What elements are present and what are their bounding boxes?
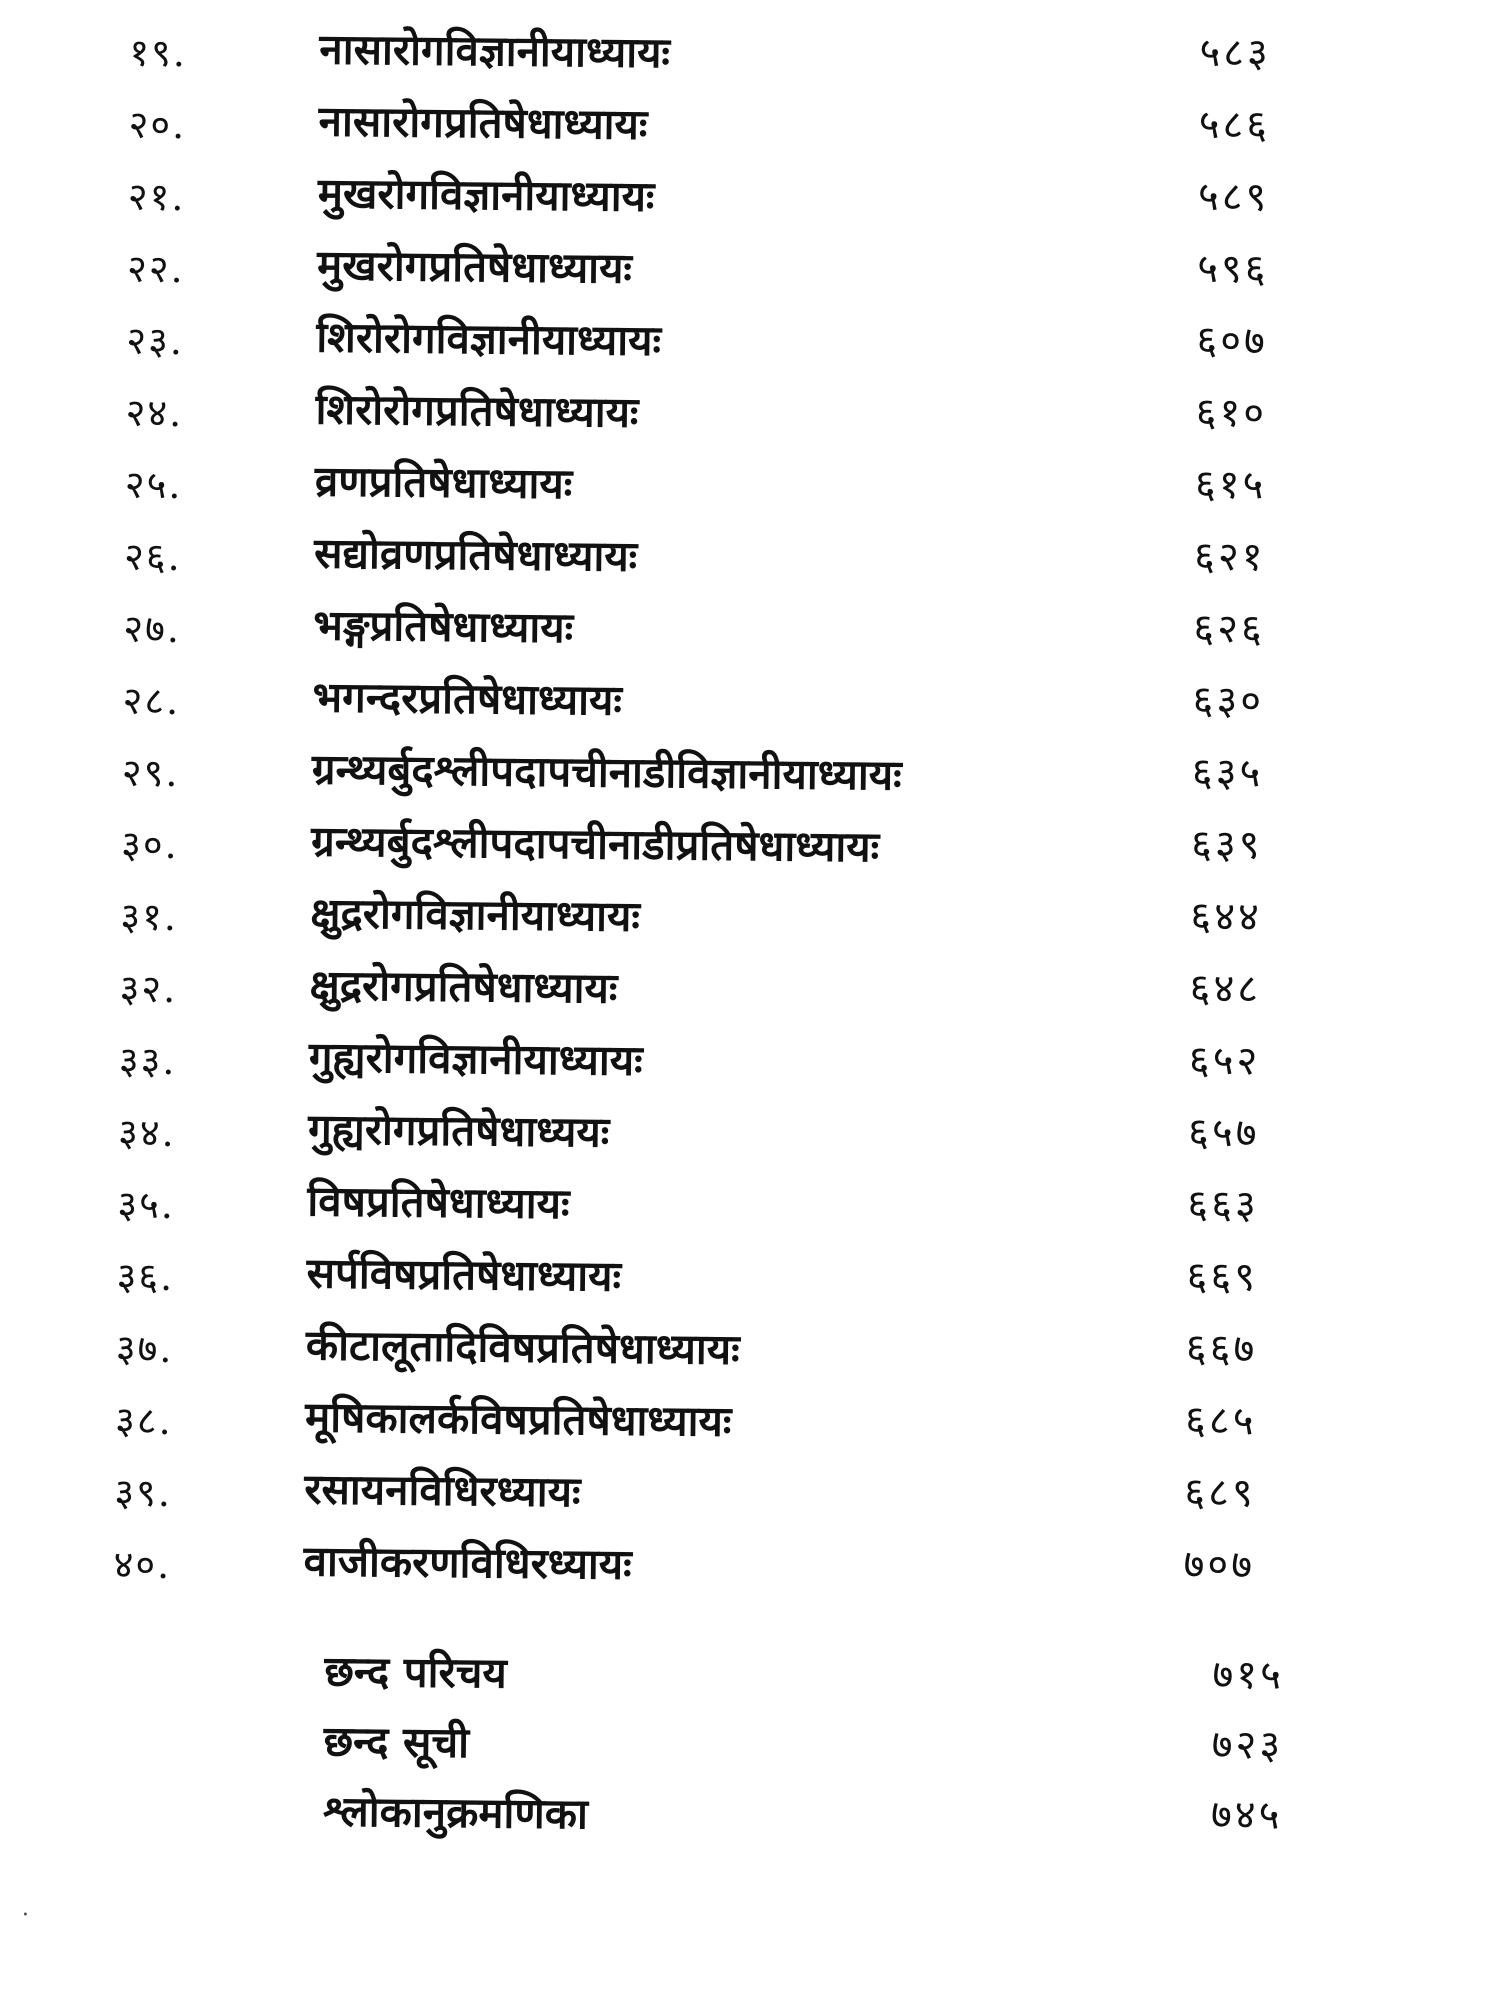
chapter-number: ३२. [119,966,178,1012]
appendix-title: श्लोकानुक्रमणिका [322,1786,589,1839]
chapter-title: विषप्रतिषेधाध्यायः [307,1176,570,1229]
chapter-number: २२. [126,246,185,292]
chapter-page: ६६९ [1186,1253,1259,1301]
chapter-title: ग्रन्थ्यर्बुदश्लीपदापचीनाडीप्रतिषेधाध्यायः [310,816,880,872]
chapter-page: ५८६ [1198,101,1271,149]
chapter-title: मुखरोगप्रतिषेधाध्यायः [316,240,633,293]
chapter-title: रसायनविधिरध्यायः [304,1464,581,1517]
chapter-page: ६३५ [1191,749,1264,797]
chapter-page: ६६७ [1185,1325,1258,1373]
chapter-number: २१. [127,174,186,220]
chapter-page: ६८५ [1184,1397,1257,1445]
chapter-number: २४. [125,390,184,436]
chapter-title: क्षुद्ररोगप्रतिषेधाध्यायः [309,960,618,1013]
chapter-page: ६२१ [1193,533,1266,581]
chapter-page: ५८९ [1197,173,1270,221]
chapter-page: ६१० [1195,389,1268,437]
chapter-number: ३०. [120,822,179,868]
chapter-page: ६६३ [1187,1181,1260,1229]
chapter-number: ३८. [114,1398,173,1444]
chapter-page: ६२६ [1193,605,1266,653]
chapter-number: २३. [126,318,185,364]
chapter-page: ६८९ [1184,1469,1257,1517]
chapter-title: भङ्गप्रतिषेधाध्यायः [313,600,574,653]
chapter-title: ग्रन्थ्यर्बुदश्लीपदापचीनाडीविज्ञानीयाध्यायः [311,744,902,800]
chapter-number: २९. [121,750,180,796]
chapter-title: व्रणप्रतिषेधाध्यायः [314,456,573,509]
chapter-title: मुखरोगविज्ञानीयाध्यायः [317,168,655,222]
appendix-title: छन्द सूची [323,1716,470,1768]
chapter-number: ३९. [114,1470,173,1516]
chapter-title: गुह्यरोगप्रतिषेधाध्ययः [307,1104,610,1157]
chapter-title: कीटालूतादिविषप्रतिषेधाध्यायः [305,1320,740,1374]
paper-speck [24,1913,27,1916]
appendix-page: ७१५ [1212,1651,1285,1699]
chapter-number: ३१. [120,894,179,940]
chapter-number: ३३. [118,1038,177,1084]
chapter-title: सर्पविषप्रतिषेधाध्यायः [306,1248,622,1301]
chapter-page: ५८३ [1199,29,1272,77]
appendix-row [0,1772,1481,1858]
appendix-title: छन्द परिचय [324,1646,508,1698]
chapter-number: ३५. [117,1182,176,1228]
chapter-page: ६१५ [1194,461,1267,509]
chapter-page: ६३९ [1190,821,1263,869]
chapter-number: ३६. [116,1254,175,1300]
chapter-title: गुह्यरोगविज्ञानीयाध्यायः [308,1032,643,1085]
chapter-page: ६४४ [1190,893,1263,941]
chapter-page: ७०७ [1183,1541,1256,1589]
chapter-page: ६३० [1192,677,1265,725]
chapter-page: ६५७ [1187,1109,1260,1157]
chapter-title: नासारोगविज्ञानीयाध्यायः [319,24,671,78]
chapter-page: ५९६ [1196,245,1269,293]
chapter-number: ३७. [115,1326,174,1372]
chapter-title: वाजीकरणविधिरध्यायः [303,1536,632,1589]
chapter-title: शिरोरोगप्रतिषेधाध्यायः [315,384,639,437]
chapter-title: क्षुद्ररोगविज्ञानीयाध्यायः [310,888,641,941]
chapter-title: भगन्दरप्रतिषेधाध्यायः [312,672,623,725]
appendix-page: ७४५ [1210,1791,1283,1839]
chapter-number: ३४. [117,1110,176,1156]
chapter-page: ६५२ [1188,1037,1261,1085]
chapter-page: ६०७ [1196,317,1269,365]
chapter-page: ६४८ [1189,965,1262,1013]
appendix-list [0,1632,1483,1858]
chapter-title: शिरोरोगविज्ञानीयाध्यायः [316,312,662,366]
chapter-number: २०. [128,102,187,148]
chapter-list [0,10,1500,1610]
chapter-number: २६. [123,534,182,580]
chapter-title: नासारोगप्रतिषेधाध्यायः [318,96,648,149]
chapter-title: मूषिकालर्कविषप्रतिषेधाध्यायः [304,1392,732,1446]
chapter-number: २८. [122,678,181,724]
chapter-row [0,1522,1484,1610]
chapter-number: ४०. [113,1542,172,1588]
appendix-page: ७२३ [1211,1721,1284,1769]
chapter-number: २५. [124,462,183,508]
chapter-number: २७. [123,606,182,652]
chapter-title: सद्योव्रणप्रतिषेधाध्यायः [313,528,638,581]
chapter-number: १९. [129,30,188,76]
